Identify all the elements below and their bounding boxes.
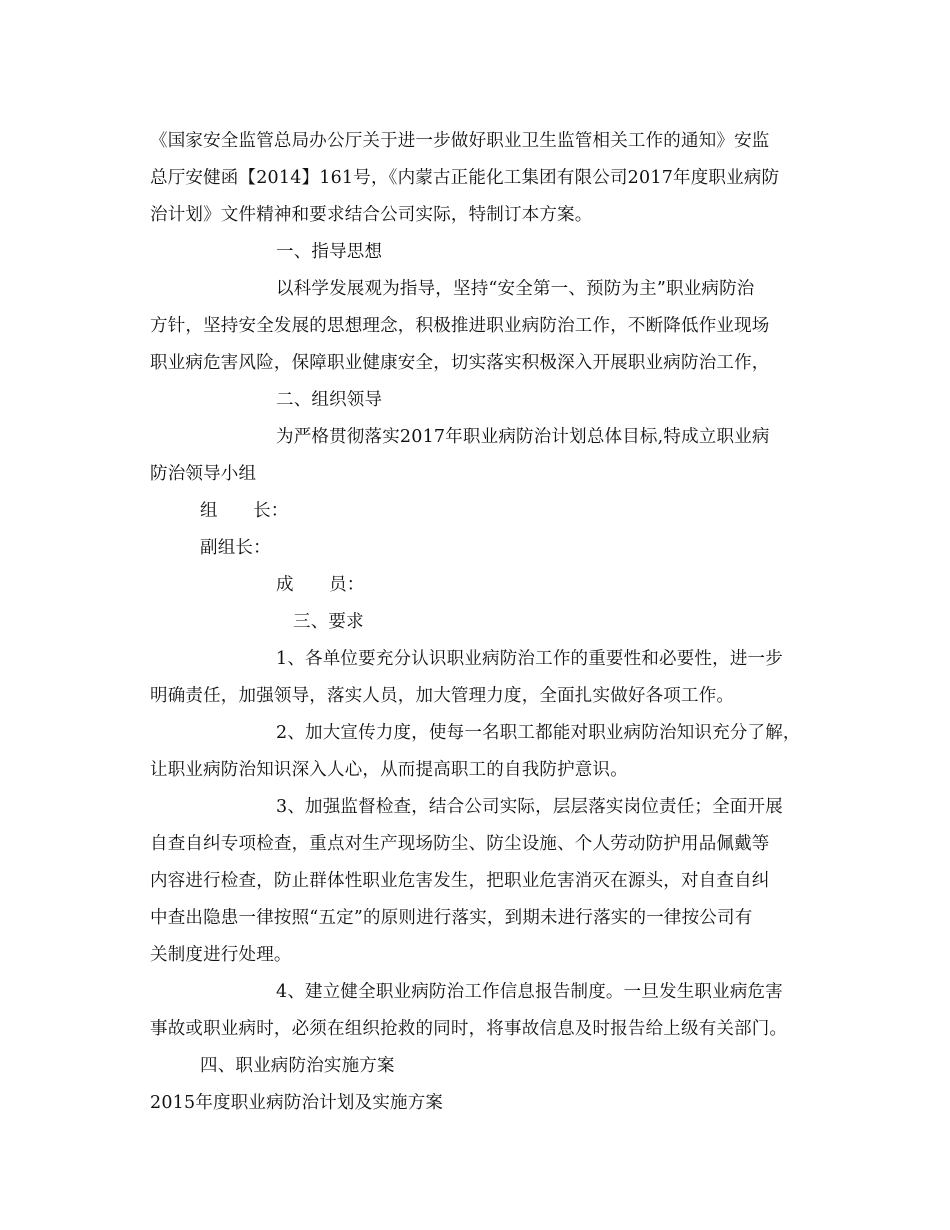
paragraph-guiding-line-3: 职业病危害风险，保障职业健康安全，切实落实积极深入开展职业病防治工作， bbox=[150, 353, 770, 373]
requirement-4-line-1: 4、建立健全职业病防治工作信息报告制度。一旦发生职业病危害 bbox=[276, 982, 783, 1002]
section-heading-requirements: 三、要求 bbox=[293, 612, 364, 632]
requirement-3-line-5: 关制度进行处理。 bbox=[150, 945, 292, 965]
group-leader-label: 组 长： bbox=[200, 501, 289, 521]
members-label: 成 员： bbox=[276, 575, 365, 595]
requirement-3-line-4: 中查出隐患一律按照“五定”的原则进行落实，到期未进行落实的一律按公司有 bbox=[150, 908, 753, 928]
section-heading-implementation: 四、职业病防治实施方案 bbox=[200, 1056, 395, 1076]
paragraph-leadership-line-1: 为严格贯彻落实2017年职业病防治计划总体目标,特成立职业病 bbox=[276, 427, 770, 447]
section-heading-leadership: 二、组织领导 bbox=[276, 390, 383, 410]
requirement-4-line-2: 事故或职业病时，必须在组织抢救的同时，将事故信息及时报告给上级有关部门。 bbox=[150, 1019, 788, 1039]
paragraph-intro-line-3: 治计划》文件精神和要求结合公司实际，特制订本方案。 bbox=[150, 205, 593, 225]
paragraph-intro-line-2: 总厅安健函【2014】161号，《内蒙古正能化工集团有限公司2017年度职业病防 bbox=[150, 168, 780, 188]
paragraph-guiding-line-2: 方针，坚持安全发展的思想理念，积极推进职业病防治工作，不断降低作业现场 bbox=[150, 316, 770, 336]
requirement-3-line-1: 3、加强监督检查，结合公司实际，层层落实岗位责任；全面开展 bbox=[276, 797, 783, 817]
requirement-2-line-1: 2、加大宣传力度，使每一名职工都能对职业病防治知识充分了解， bbox=[276, 723, 801, 743]
requirement-2-line-2: 让职业病防治知识深入人心，从而提高职工的自我防护意识。 bbox=[150, 760, 628, 780]
paragraph-intro-line-1: 《国家安全监管总局办公厅关于进一步做好职业卫生监管相关工作的通知》安监 bbox=[150, 131, 770, 151]
plan-title: 2015年度职业病防治计划及实施方案 bbox=[150, 1093, 444, 1113]
requirement-3-line-2: 自查自纠专项检查，重点对生产现场防尘、防尘设施、个人劳动防护用品佩戴等 bbox=[150, 834, 770, 854]
deputy-leader-label: 副组长： bbox=[200, 538, 271, 558]
requirement-1-line-2: 明确责任，加强领导，落实人员，加大管理力度，全面扎实做好各项工作。 bbox=[150, 686, 735, 706]
requirement-1-line-1: 1、各单位要充分认识职业病防治工作的重要性和必要性，进一步 bbox=[276, 649, 783, 669]
section-heading-guiding-thought: 一、指导思想 bbox=[276, 242, 383, 262]
requirement-3-line-3: 内容进行检查，防止群体性职业危害发生，把职业危害消灭在源头，对自查自纠 bbox=[150, 871, 770, 891]
paragraph-guiding-line-1: 以科学发展观为指导，坚持“安全第一、预防为主”职业病防治 bbox=[276, 279, 755, 299]
paragraph-leadership-line-2: 防治领导小组 bbox=[150, 464, 257, 484]
